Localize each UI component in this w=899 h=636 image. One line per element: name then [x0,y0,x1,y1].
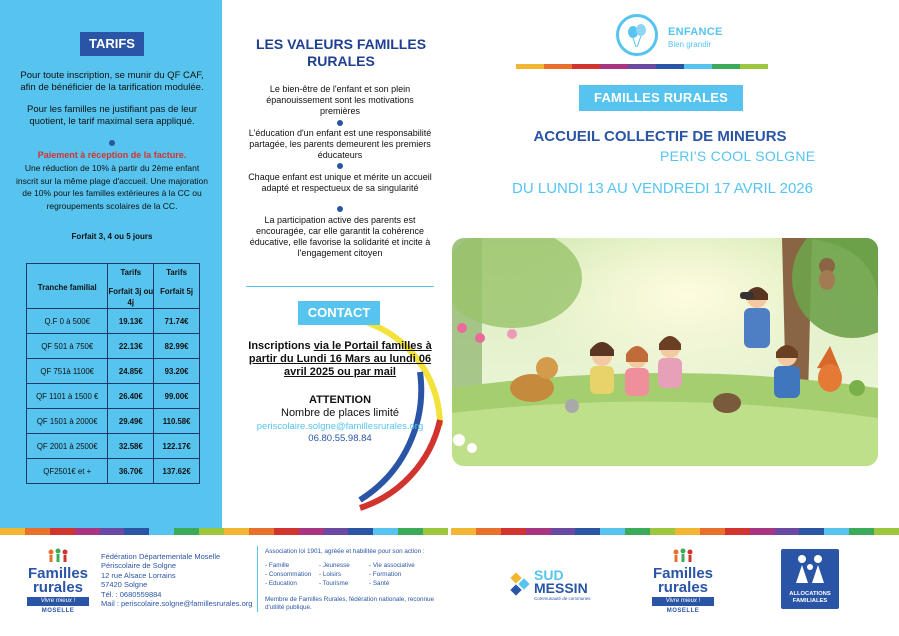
stripe-segment [600,64,628,69]
tarifs-max: Pour les familles ne justifiant pas de leur quotient, le tarif maximal sera appliqué. [26,104,198,127]
logo-slogan: Vivre mieux ! [652,597,714,606]
forfait-34-cell: 26.40€ [108,384,154,409]
color-stripe [451,528,899,535]
assoc-item: - Tourisme [319,580,349,587]
stripe-segment [849,528,874,535]
enfance-subtitle: Bien grandir [668,40,712,49]
fede-phone: Tél. : 0680559884 [101,589,162,599]
stripe-segment [224,528,249,535]
stripe-segment [572,64,600,69]
forfait-5-cell: 122.17€ [154,434,200,459]
bullet-dot [337,206,343,212]
balloon-icon [616,14,658,56]
familles-rurales-badge: FAMILLES RURALES [579,85,743,111]
col-tranche: Tranche familial [27,264,108,309]
assoc-item: - Vie associative [369,562,415,569]
enfance-title: ENFANCE [668,26,723,38]
fede-line: 12 rue Alsace Lorrains [101,570,176,580]
inscriptions-label: Inscriptions [248,340,314,352]
stripe-segment [628,64,656,69]
people-icon [43,548,73,562]
stripe-segment [551,528,576,535]
stripe-segment [700,528,725,535]
caf-text-2: FAMILIALES [792,598,828,604]
stripe-segment [25,528,50,535]
assoc-item: - Consommation [265,571,312,578]
assoc-item: - Education [265,580,297,587]
stripe-segment [675,528,700,535]
forfait-34-cell: 22.13€ [108,334,154,359]
tarifs-paiement: Paiement à réception de la facture. [37,150,187,160]
caf-text-1: ALLOCATIONS [789,591,831,597]
contact-email[interactable]: periscolaire.solgne@famillesrurales.org [256,421,424,432]
familles-rurales-logo [22,548,94,618]
stripe-segment [874,528,899,535]
balloon-icon-svg [619,17,655,53]
stripe-segment [725,528,750,535]
col-forfait-5 [154,264,200,309]
familles-rurales-logo [647,548,719,618]
stripe-segment [575,528,600,535]
valeurs-title: LES VALEURS FAMILLES RURALES [255,36,427,69]
tarif-row [27,334,200,359]
stripe-segment [398,528,423,535]
stripe-segment [684,64,712,69]
assoc-col-3 [369,561,415,588]
tarifs-title: TARIFS [80,32,144,56]
stripe-segment [799,528,824,535]
tarif-row [27,459,200,484]
tranche-cell: QF 1101 à 1500 € [27,384,108,409]
caf-logo [781,549,839,609]
contact-title: CONTACT [298,301,380,325]
places-text: Nombre de places limité [281,407,399,419]
stripe-segment [174,528,199,535]
assoc-item: - Jeunesse [319,562,350,569]
stripe-segment [625,528,650,535]
stripe-segment [324,528,349,535]
tarif-row [27,309,200,334]
bullet-dot [337,120,343,126]
messin-word: MESSIN [534,580,588,596]
stripe-segment [274,528,299,535]
color-stripe [0,528,448,535]
valeur-item: L'éducation d'un enfant est une responsabilité partagée, les parents demeurent les premiers éducateurs [248,128,432,160]
col-forfait-5-b: Forfait 5j [160,287,194,296]
people-icon [668,548,698,562]
bullet-dot [337,163,343,169]
stripe-segment [149,528,174,535]
assoc-divider [257,546,258,612]
assoc-item: - Loisirs [319,571,342,578]
sud-word: SUD [534,567,564,583]
assoc-item: - Formation [369,571,402,578]
forfait-5-cell: 82.99€ [154,334,200,359]
family-icon [790,553,830,587]
stripe-segment [100,528,125,535]
contact-phone[interactable]: 06.80.55.98.84 [308,433,372,444]
peris-cool-title: PERI'S COOL SOLGNE [660,148,816,164]
dates-text: DU LUNDI 13 AU VENDREDI 17 AVRIL 2026 [512,180,813,197]
assoc-col-2 [319,561,350,588]
forfait-label: Forfait 3, 4 ou 5 jours [71,232,153,241]
federation-address [101,552,252,608]
stripe-segment [650,528,675,535]
assoc-col-1 [265,561,311,588]
valeur-item: La participation active des parents est encouragée, car elle garantit la cohérence éducative, elle favorise la solidarité et incite à l'engagement citoyen [249,215,431,258]
stripe-segment [526,528,551,535]
assoc-title: Association loi 1901, agréée et habilitée pour son action : [265,548,425,555]
logo-word-familles: Familles [27,565,89,582]
forfait-5-cell: 93.20€ [154,359,200,384]
inscriptions-detail: via le Portail familles à partir du Lundi 16 Mars au lundi 06 avril 2025 ou par mail [248,340,432,378]
stripe-segment [544,64,572,69]
association-info [257,546,443,612]
tarif-row [27,409,200,434]
tranche-cell: Q.F 0 à 500€ [27,309,108,334]
tranche-cell: QF 2001 à 2500€ [27,434,108,459]
assoc-item: - Santé [369,580,390,587]
stripe-segment [124,528,149,535]
forfait-5-cell: 137.62€ [154,459,200,484]
logo-word-familles: Familles [652,565,714,582]
valeur-item: Le bien-être de l'enfant et son plein épanouissement sont les motivations premières [266,84,414,116]
logo-moselle: MOSELLE [666,608,700,614]
stripe-segment [373,528,398,535]
forfait-5-cell: 99.00€ [154,384,200,409]
inscriptions-text [244,340,436,379]
stripe-segment [199,528,224,535]
forfait-34-cell: 29.49€ [108,409,154,434]
forfait-34-cell: 19.13€ [108,309,154,334]
stripe-segment [249,528,274,535]
stripe-segment [750,528,775,535]
tarif-table [26,263,200,484]
col-forfait-34-a: Tarifs [120,268,142,277]
logo-moselle: MOSELLE [41,608,75,614]
stripe-segment [476,528,501,535]
color-stripe [516,64,768,69]
forfait-34-cell: 32.58€ [108,434,154,459]
assoc-item: - Famille [265,562,290,569]
assoc-footnote: Membre de Familles Rurales, fédération nationale, reconnue d'utilité publique. [265,596,435,611]
stripe-segment [50,528,75,535]
stripe-segment [824,528,849,535]
stripe-segment [656,64,684,69]
tarifs-reduction: Une réduction de 10% à partir du 2ème enfant inscrit sur la même plage d'accueil. Une majoration de 10% pour les familles extérieures à la CC ou regroupements scolaires de la CC. [15,163,208,211]
forfait-5-cell: 71.74€ [154,309,200,334]
stripe-segment [501,528,526,535]
tarif-row [27,359,200,384]
valeur-item: Chaque enfant est unique et mérite un accueil adapté et respectueux de sa singularité [248,172,432,193]
stripe-segment [299,528,324,535]
col-forfait-34 [108,264,154,309]
logo-slogan: Vivre mieux ! [27,597,89,606]
stripe-segment [0,528,25,535]
tranche-cell: QF2501€ et + [27,459,108,484]
fede-line: Périscolaire de Solgne [101,561,177,571]
forfait-34-cell: 24.85€ [108,359,154,384]
tranche-cell: QF 501 à 750€ [27,334,108,359]
stripe-segment [740,64,768,69]
tarifs-panel [0,0,222,528]
sud-sub: Communauté de communes [534,596,591,601]
stripe-segment [516,64,544,69]
fede-line: Fédération Départementale Moselle [101,552,221,561]
stripe-segment [775,528,800,535]
stripe-segment [600,528,625,535]
fede-mail[interactable]: Mail : periscolaire.solgne@famillesrurales.org [101,599,253,609]
acm-title: ACCUEIL COLLECTIF DE MINEURS [533,128,787,145]
sud-messin-logo [510,566,615,602]
tarif-row [27,384,200,409]
children-forest-illustration [452,238,878,466]
logo-word-rurales: rurales [32,579,84,596]
stripe-segment [712,64,740,69]
forfait-5-cell: 110.58€ [154,409,200,434]
tranche-cell: QF 1501 à 2000€ [27,409,108,434]
tranche-cell: QF 751à 1100€ [27,359,108,384]
fede-line: 57420 Solgne [101,580,148,590]
stripe-segment [348,528,373,535]
tarif-row [27,434,200,459]
stripe-segment [451,528,476,535]
forfait-34-cell: 36.70€ [108,459,154,484]
attention-title: ATTENTION [308,394,372,406]
bullet-dot [109,140,115,146]
col-forfait-5-a: Tarifs [166,268,187,277]
logo-word-rurales: rurales [657,579,709,596]
divider [246,286,434,287]
stripe-segment [423,528,448,535]
stripe-segment [75,528,100,535]
col-forfait-34-b: Forfait 3j ou 4j [108,287,154,307]
tarifs-intro: Pour toute inscription, se munir du QF CAF, afin de bénéficier de la tarification modulée. [20,70,204,93]
